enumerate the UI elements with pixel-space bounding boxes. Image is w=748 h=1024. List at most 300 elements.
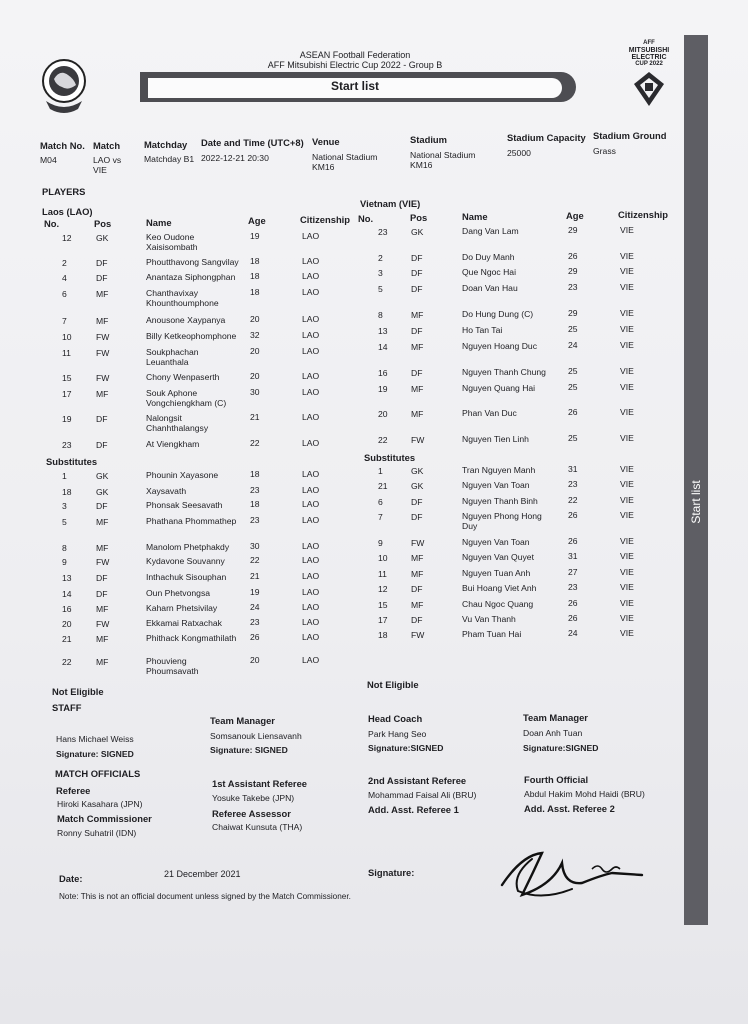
player-name: Nguyen Van Toan	[462, 480, 530, 490]
date-label: Date:	[59, 873, 83, 884]
player-position: DF	[411, 368, 423, 378]
player-position: MF	[96, 634, 109, 644]
aar1-label: Add. Asst. Referee 1	[368, 804, 459, 815]
player-position: MF	[411, 409, 424, 419]
player-position: DF	[96, 589, 108, 599]
lao-team-manager-label: Team Manager	[210, 715, 275, 726]
player-citizenship: VIE	[620, 225, 634, 235]
player-citizenship: VIE	[620, 407, 634, 417]
stadium-value-2: KM16	[410, 160, 433, 170]
vie-team-manager-signature: Signature:SIGNED	[523, 743, 599, 753]
player-citizenship: LAO	[302, 632, 320, 642]
side-strip	[684, 35, 708, 925]
commissioner-signature-icon	[492, 845, 652, 905]
player-age: 26	[568, 598, 578, 608]
cup-emblem-icon	[632, 70, 666, 108]
player-name: Pham Tuan Hai	[462, 629, 522, 639]
player-number: 13	[62, 573, 72, 583]
player-number: 7	[378, 512, 383, 522]
player-name: Kydavone Souvanny	[146, 556, 225, 566]
datetime-value: 2022-12-21 20:30	[201, 153, 269, 163]
player-name: Phathana Phommathep	[146, 516, 237, 526]
player-name: Anantaza Siphongphan	[146, 272, 236, 282]
player-citizenship: VIE	[620, 266, 634, 276]
player-age: 26	[568, 407, 578, 417]
player-name: Nguyen Thanh Chung	[462, 367, 546, 377]
player-position: FW	[96, 373, 110, 383]
label-match: Match	[93, 140, 121, 151]
fourth-official-label: Fourth Official	[524, 774, 589, 785]
player-position: FW	[96, 557, 110, 567]
lao-team-label: Laos (LAO)	[42, 206, 93, 217]
player-age: 26	[568, 510, 578, 520]
date-value: 21 December 2021	[164, 869, 241, 879]
player-age: 24	[568, 340, 578, 350]
label-capacity: Stadium Capacity	[507, 132, 586, 143]
player-citizenship: LAO	[302, 256, 320, 266]
title-banner	[140, 66, 578, 106]
page-title: Start list	[330, 79, 379, 93]
player-citizenship: VIE	[620, 464, 634, 474]
commissioner-label: Match Commissioner	[57, 813, 152, 824]
player-name-line2: Phoumsavath	[146, 666, 199, 676]
player-age: 26	[250, 632, 260, 642]
player-name: Phonsak Seesavath	[146, 500, 223, 510]
player-position: GK	[411, 481, 424, 491]
player-name: Phouvieng	[146, 656, 187, 666]
player-number: 15	[62, 373, 72, 383]
side-label: Start list	[689, 480, 703, 524]
player-position: FW	[96, 348, 110, 358]
player-age: 23	[568, 479, 578, 489]
player-age: 30	[250, 541, 260, 551]
player-citizenship: LAO	[302, 515, 320, 525]
player-name: Nguyen Tien Linh	[462, 434, 529, 444]
player-age: 22	[250, 438, 260, 448]
player-citizenship: VIE	[620, 628, 634, 638]
player-position: DF	[411, 615, 423, 625]
player-citizenship: VIE	[620, 536, 634, 546]
player-age: 29	[568, 308, 578, 318]
player-position: MF	[411, 553, 424, 563]
player-citizenship: VIE	[620, 382, 634, 392]
vie-not-eligible: Not Eligible	[367, 679, 419, 690]
player-number: 4	[62, 273, 67, 283]
commissioner-value: Ronny Suhatril (IDN)	[57, 828, 137, 838]
lao-team-manager-signature: Signature: SIGNED	[210, 745, 288, 755]
match-no-value: M04	[40, 155, 57, 165]
player-name: Anousone Xaypanya	[146, 315, 226, 325]
player-name: Nguyen Quang Hai	[462, 383, 536, 393]
player-citizenship: LAO	[302, 655, 320, 665]
player-citizenship: VIE	[620, 251, 634, 261]
player-position: FW	[96, 332, 110, 342]
lao-subs-label: Substitutes	[46, 456, 98, 467]
players-label: PLAYERS	[42, 186, 86, 197]
player-citizenship: LAO	[302, 485, 320, 495]
venue-value-1: National Stadium	[312, 152, 378, 162]
player-citizenship: LAO	[302, 314, 320, 324]
vie-col-no: No.	[358, 213, 374, 224]
ar1-value: Yosuke Takebe (JPN)	[212, 793, 295, 803]
player-age: 20	[250, 346, 260, 356]
player-name: Kaharn Phetsivilay	[146, 603, 218, 613]
player-citizenship: LAO	[302, 371, 320, 381]
player-number: 20	[62, 619, 72, 629]
vie-head-coach-signature: Signature:SIGNED	[368, 743, 444, 753]
player-citizenship: VIE	[620, 598, 634, 608]
player-name: Keo Oudone	[146, 232, 195, 242]
player-number: 5	[378, 284, 383, 294]
lao-coach-signature: Signature: SIGNED	[56, 749, 134, 759]
player-name: Souk Aphone	[146, 388, 198, 398]
player-position: DF	[411, 284, 423, 294]
player-citizenship: LAO	[302, 587, 320, 597]
player-name: Vu Van Thanh	[462, 614, 516, 624]
player-number: 12	[378, 584, 388, 594]
player-number: 1	[378, 466, 383, 476]
player-name-line2: Xaisisombath	[146, 242, 198, 252]
player-citizenship: VIE	[620, 366, 634, 376]
player-age: 20	[250, 314, 260, 324]
player-name: Chanthavixay	[146, 288, 199, 298]
ar2-label: 2nd Assistant Referee	[368, 775, 467, 786]
player-age: 22	[250, 555, 260, 565]
player-number: 16	[378, 368, 388, 378]
player-name: Nguyen Van Toan	[462, 537, 530, 547]
vie-head-coach: Park Hang Seo	[368, 729, 427, 739]
player-name: Phoutthavong Sangvilay	[146, 257, 239, 267]
player-name: Chau Ngoc Quang	[462, 599, 534, 609]
player-number: 3	[62, 501, 67, 511]
player-age: 18	[250, 256, 260, 266]
player-number: 14	[62, 589, 72, 599]
player-age: 30	[250, 387, 260, 397]
player-number: 13	[378, 326, 388, 336]
player-number: 15	[378, 600, 388, 610]
player-citizenship: LAO	[302, 231, 320, 241]
player-name: Ho Tan Tai	[462, 325, 503, 335]
lao-col-pos: Pos	[94, 218, 112, 229]
player-number: 8	[62, 543, 67, 553]
player-age: 26	[568, 536, 578, 546]
label-datetime: Date and Time (UTC+8)	[201, 137, 304, 148]
player-number: 2	[378, 253, 383, 263]
ar1-label: 1st Assistant Referee	[212, 778, 308, 789]
player-number: 10	[378, 553, 388, 563]
player-age: 20	[250, 371, 260, 381]
player-citizenship: LAO	[302, 330, 320, 340]
player-citizenship: VIE	[620, 479, 634, 489]
vie-col-age: Age	[566, 210, 584, 221]
player-number: 21	[378, 481, 388, 491]
player-age: 21	[250, 571, 260, 581]
player-number: 17	[378, 615, 388, 625]
player-number: 18	[62, 487, 72, 497]
player-number: 3	[378, 268, 383, 278]
player-name: Doan Van Hau	[462, 283, 518, 293]
player-citizenship: LAO	[302, 271, 320, 281]
player-position: DF	[411, 326, 423, 336]
player-age: 23	[568, 282, 578, 292]
lao-col-age: Age	[248, 215, 266, 226]
player-age: 23	[250, 515, 260, 525]
assessor-label: Referee Assessor	[212, 808, 291, 819]
match-value-1: LAO vs	[93, 155, 122, 165]
referee-label: Referee	[56, 785, 91, 796]
player-name: Tran Nguyen Manh	[462, 465, 536, 475]
player-age: 20	[250, 655, 260, 665]
player-name: Phan Van Duc	[462, 408, 517, 418]
player-number: 20	[378, 409, 388, 419]
vie-subs-label: Substitutes	[364, 452, 416, 463]
player-citizenship: VIE	[620, 551, 634, 561]
player-position: MF	[411, 600, 424, 610]
player-citizenship: LAO	[302, 617, 320, 627]
player-citizenship: VIE	[620, 567, 634, 577]
player-age: 19	[250, 231, 260, 241]
player-number: 17	[62, 389, 72, 399]
player-age: 31	[568, 551, 578, 561]
player-age: 24	[568, 628, 578, 638]
player-number: 11	[378, 569, 387, 579]
player-age: 25	[568, 382, 578, 392]
vie-col-name: Name	[462, 211, 488, 222]
staff-label: STAFF	[52, 702, 82, 713]
player-number: 6	[378, 497, 383, 507]
mitsubishi-cup-logo	[622, 40, 676, 110]
officials-label: MATCH OFFICIALS	[55, 768, 141, 779]
player-citizenship: LAO	[302, 469, 320, 479]
player-position: GK	[96, 233, 109, 243]
player-name: Nguyen Thanh Binh	[462, 496, 538, 506]
player-citizenship: LAO	[302, 499, 320, 509]
player-number: 19	[62, 414, 72, 424]
player-name: Que Ngoc Hai	[462, 267, 516, 277]
player-position: DF	[96, 414, 108, 424]
player-name: Oun Phetvongsa	[146, 588, 211, 598]
player-name: Inthachuk Sisouphan	[146, 572, 227, 582]
player-citizenship: VIE	[620, 582, 634, 592]
player-position: FW	[411, 538, 425, 548]
player-position: DF	[411, 584, 423, 594]
player-position: MF	[96, 604, 109, 614]
label-matchday: Matchday	[144, 139, 188, 150]
vie-team-label: Vietnam (VIE)	[360, 198, 421, 209]
player-name-line2: Duy	[462, 521, 478, 531]
vie-team-manager: Doan Anh Tuan	[523, 728, 583, 738]
lao-col-name: Name	[146, 217, 172, 228]
player-position: DF	[411, 512, 423, 522]
player-number: 23	[62, 440, 72, 450]
logo-line-4: CUP 2022	[635, 61, 663, 67]
player-position: GK	[411, 227, 424, 237]
player-age: 32	[250, 330, 260, 340]
player-age: 18	[250, 271, 260, 281]
player-position: DF	[96, 273, 108, 283]
lao-col-citizenship: Citizenship	[300, 214, 351, 225]
player-name: Nguyen Phong Hong	[462, 511, 542, 521]
player-age: 22	[568, 495, 578, 505]
player-age: 18	[250, 287, 260, 297]
player-position: DF	[96, 258, 108, 268]
lao-not-eligible: Not Eligible	[52, 686, 104, 697]
player-citizenship: VIE	[620, 613, 634, 623]
player-number: 5	[62, 517, 67, 527]
player-number: 10	[62, 332, 72, 342]
player-name-line2: Vongchiengkham (C)	[146, 398, 227, 408]
player-age: 25	[568, 433, 578, 443]
logo-line-3: ELECTRIC	[631, 54, 667, 61]
player-position: DF	[96, 573, 108, 583]
label-venue: Venue	[312, 136, 340, 147]
player-name: Nguyen Van Quyet	[462, 552, 534, 562]
player-number: 11	[62, 348, 71, 358]
vie-col-citizenship: Citizenship	[618, 209, 669, 220]
player-citizenship: VIE	[620, 495, 634, 505]
player-citizenship: LAO	[302, 412, 320, 422]
player-number: 21	[62, 634, 72, 644]
player-citizenship: LAO	[302, 387, 320, 397]
player-position: DF	[96, 501, 108, 511]
player-citizenship: LAO	[302, 555, 320, 565]
player-name: At Viengkham	[146, 439, 200, 449]
player-position: FW	[96, 619, 110, 629]
vie-team-manager-label: Team Manager	[523, 712, 588, 723]
player-position: DF	[96, 440, 108, 450]
ar2-value: Mohammad Faisal Ali (BRU)	[368, 790, 477, 800]
referee-value: Hiroki Kasahara (JPN)	[57, 799, 143, 809]
player-position: FW	[411, 435, 425, 445]
player-position: DF	[411, 497, 423, 507]
player-age: 21	[250, 412, 260, 422]
player-position: MF	[411, 310, 424, 320]
player-citizenship: VIE	[620, 324, 634, 334]
player-citizenship: VIE	[620, 282, 634, 292]
player-number: 18	[378, 630, 388, 640]
capacity-value: 25000	[507, 148, 531, 158]
player-name: Bui Hoang Viet Anh	[462, 583, 537, 593]
player-position: GK	[96, 487, 109, 497]
player-name-line2: Khounthoumphone	[146, 298, 219, 308]
player-number: 16	[62, 604, 72, 614]
player-citizenship: LAO	[302, 438, 320, 448]
lao-team-manager: Somsanouk Liensavanh	[210, 731, 302, 741]
signature-label: Signature:	[368, 867, 415, 878]
player-name: Nalongsit	[146, 413, 182, 423]
player-position: MF	[96, 389, 109, 399]
player-name: Billy Ketkeophomphone	[146, 331, 237, 341]
logo-line-2: MITSUBISHI	[628, 47, 670, 54]
player-citizenship: VIE	[620, 340, 634, 350]
player-age: 29	[568, 225, 578, 235]
player-name: Ekkamai Ratxachak	[146, 618, 222, 628]
player-age: 27	[568, 567, 578, 577]
player-number: 1	[62, 471, 67, 481]
player-position: MF	[96, 316, 109, 326]
player-number: 23	[378, 227, 388, 237]
player-position: GK	[96, 471, 109, 481]
label-stadium: Stadium	[410, 134, 447, 145]
player-name: Chony Wenpaserth	[146, 372, 220, 382]
player-citizenship: LAO	[302, 541, 320, 551]
player-position: GK	[411, 466, 424, 476]
venue-value-2: KM16	[312, 162, 335, 172]
player-age: 26	[568, 613, 578, 623]
player-age: 23	[568, 582, 578, 592]
player-position: DF	[411, 268, 423, 278]
player-name: Manolom Phetphakdy	[146, 542, 230, 552]
player-age: 19	[250, 587, 260, 597]
player-name: Do Duy Manh	[462, 252, 515, 262]
competition-name: AFF Mitsubishi Electric Cup 2022 - Group B	[267, 60, 443, 70]
org-name: ASEAN Football Federation	[299, 50, 411, 60]
lao-col-no: No.	[44, 218, 60, 229]
assessor-value: Chaiwat Kunsuta (THA)	[212, 822, 303, 832]
player-name: Do Hung Dung (C)	[462, 309, 534, 319]
player-name-line2: Chanhthalangsy	[146, 423, 209, 433]
player-citizenship: VIE	[620, 433, 634, 443]
fourth-official-value: Abdul Hakim Mohd Haidi (BRU)	[524, 789, 645, 799]
player-position: DF	[411, 253, 423, 263]
player-age: 26	[568, 251, 578, 261]
match-value-2: VIE	[93, 165, 107, 175]
stadium-value-1: National Stadium	[410, 150, 476, 160]
player-age: 24	[250, 602, 260, 612]
player-age: 18	[250, 499, 260, 509]
player-position: MF	[411, 384, 424, 394]
player-citizenship: VIE	[620, 308, 634, 318]
vie-head-coach-label: Head Coach	[368, 713, 423, 724]
player-number: 9	[62, 557, 67, 567]
player-name-line2: Leuanthala	[146, 357, 189, 367]
player-name: Soukphachan	[146, 347, 199, 357]
player-name: Xaysavath	[146, 486, 187, 496]
aff-federation-logo-icon	[38, 57, 90, 117]
ground-value: Grass	[593, 146, 616, 156]
player-number: 6	[62, 289, 67, 299]
logo-line-1: AFF	[643, 40, 655, 46]
player-position: MF	[411, 342, 424, 352]
player-number: 9	[378, 538, 383, 548]
player-citizenship: LAO	[302, 602, 320, 612]
player-age: 29	[568, 266, 578, 276]
player-number: 14	[378, 342, 388, 352]
player-name: Nguyen Hoang Duc	[462, 341, 538, 351]
player-number: 12	[62, 233, 72, 243]
player-name: Phounin Xayasone	[146, 470, 219, 480]
player-number: 7	[62, 316, 67, 326]
player-number: 8	[378, 310, 383, 320]
player-age: 23	[250, 617, 260, 627]
matchday-value: Matchday B1	[144, 154, 195, 164]
player-citizenship: LAO	[302, 346, 320, 356]
player-name: Nguyen Tuan Anh	[462, 568, 531, 578]
player-position: MF	[96, 657, 109, 667]
vie-col-pos: Pos	[410, 212, 428, 223]
player-name: Dang Van Lam	[462, 226, 519, 236]
player-age: 31	[568, 464, 578, 474]
lao-coach: Hans Michael Weiss	[56, 734, 134, 744]
player-age: 23	[250, 485, 260, 495]
player-number: 19	[378, 384, 388, 394]
player-number: 22	[378, 435, 388, 445]
label-match-no: Match No.	[40, 140, 85, 151]
player-age: 25	[568, 324, 578, 334]
player-citizenship: LAO	[302, 287, 320, 297]
aar2-label: Add. Asst. Referee 2	[524, 803, 615, 814]
player-position: MF	[96, 517, 109, 527]
